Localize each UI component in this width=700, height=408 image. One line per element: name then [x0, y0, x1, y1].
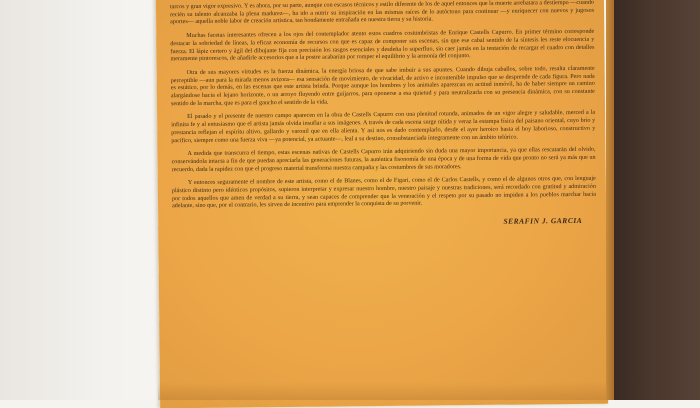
- paragraph-3: Otra de sus mayores virtudes es la fuerza dinámica, la energía briosa de que sabe imbuir a sus apuntes. Cuando dibuja caballos, sobre todo, resalta claramente perceptible —aun para la mirada menos avizora— esa sensación de movimiento, de vivacidad, de activo e incontenible impulso que se desprende de cada figura. Pero nada es estático, por lo demás, en las escenas que este artista brinda. Porque aunque los hombres y los animales aparezcan en actitud inmóvil, ha de haber siempre un camino alargándose hacia el lejano horizonte, o un arroyo fluyendo entre guijarros, para oponerse a esa quietud y para neutralizarla con su presencia dinámica, con su constante sentido de la marcha, que es para el gaucho el sentido de la vida.: [170, 65, 595, 107]
- paragraph-1: tarcos y gran vigor expresivo. Y es ahora, por su parte, aunque con escasos técnicos y estilo diferente de los de aquel entonces que la muerte arrebatara a destiempo —cuando recién su talento alcanzaba la plena madurez—, ha ido a nutrir su inspiración en las mismas raíces de lo autóctono para continuar —y enriquecer con nuevos y jugosos aportes— aquella noble labor de creación artística, tan hondamente entrañada en nuestra tierra y su historia.: [169, 0, 595, 26]
- paragraph-6: Y entonces seguramente el nombre de este artista, como el de Blanes, como el de Figari, como el de Carlos Castells, y como el de algunos otros que, con lenguaje plástico distinto pero idénticos propósitos, supieron interpretar y expresar nuestro hombre, nuestro paisaje y nuestras tradiciones, será recordado con gratitud y admiración por todos aquellos que amen de verdad a su tierra, y sean capaces de comprender que la veneración y el respeto por su pasado no impiden a los pueblos marchar hacia adelante, sino que, por el contrario, les sirven de incentivo para emprender la conquista de su porvenir.: [171, 176, 596, 210]
- paragraph-2: Muchas facetas interesantes ofrecen a los ojos del contemplador atento estos cuadros costumbristas de Enrique Castells Capurro. En primer término corresponde destacar la sobriedad de líneas, la eficaz economía de recursos con que es capaz de componer sus escenas, sin que ese cabal sentido de la síntesis les reste elocuencia y fuerza. El lápiz certero y ágil del dibujante fija con precisión los rasgos esenciales y desdeña lo superfluo, sin caer jamás en la tentación de recargar el cuadro con detalles meramente pintorescos, de añadirle accesorios que a la postre acabarían por romper el equilibrio y la armonía del conjunto.: [170, 28, 595, 63]
- document-page: [156, 0, 608, 408]
- page-edge: [606, 0, 614, 400]
- left-background: [0, 0, 178, 400]
- paragraph-5: A medida que transcurra el tiempo, estas escenas nativas de Castells Capurro irán adquiriendo sin duda una mayor importancia, ya que ellas rescatarán del olvido, conservándola intacta a fin de que puedan apreciarla las generaciones futuras, la auténtica fisonomía de una época y de una forma de vida que pronto no será ya más que un recuerdo, dada la rapidez con que el progreso material transforma nuestra campaña y las costumbres de sus moradores.: [171, 147, 596, 173]
- document-body: [170, 0, 596, 229]
- author-signature: SERAFIN J. GARCIA: [503, 216, 583, 226]
- paragraph-4: El pasado y el presente de nuestro campo aparecen en la obra de Castells Capurro con una plenitud rotunda, animados de un vigor alegre y saludable, merced a la infinita fe y al entusiasmo que el artista jamás olvida insuflar a sus imágenes. A través de cada escena surge nítida y veraz la estampa física del paisano oriental, cuyo brío y prestancia reflejan el espíritu altivo, gallardo y varonil que en ella alienta. Y así nos es dado contemplarlo, desde el ayer heroico hasta el hoy laborioso, constructivo y pacífico, siempre como una fuerza viva —ya potencial, ya actuante—, leal a su destino, consubstanciada íntegramente con un ámbito telúrico.: [171, 110, 596, 144]
- right-background: [614, 0, 700, 400]
